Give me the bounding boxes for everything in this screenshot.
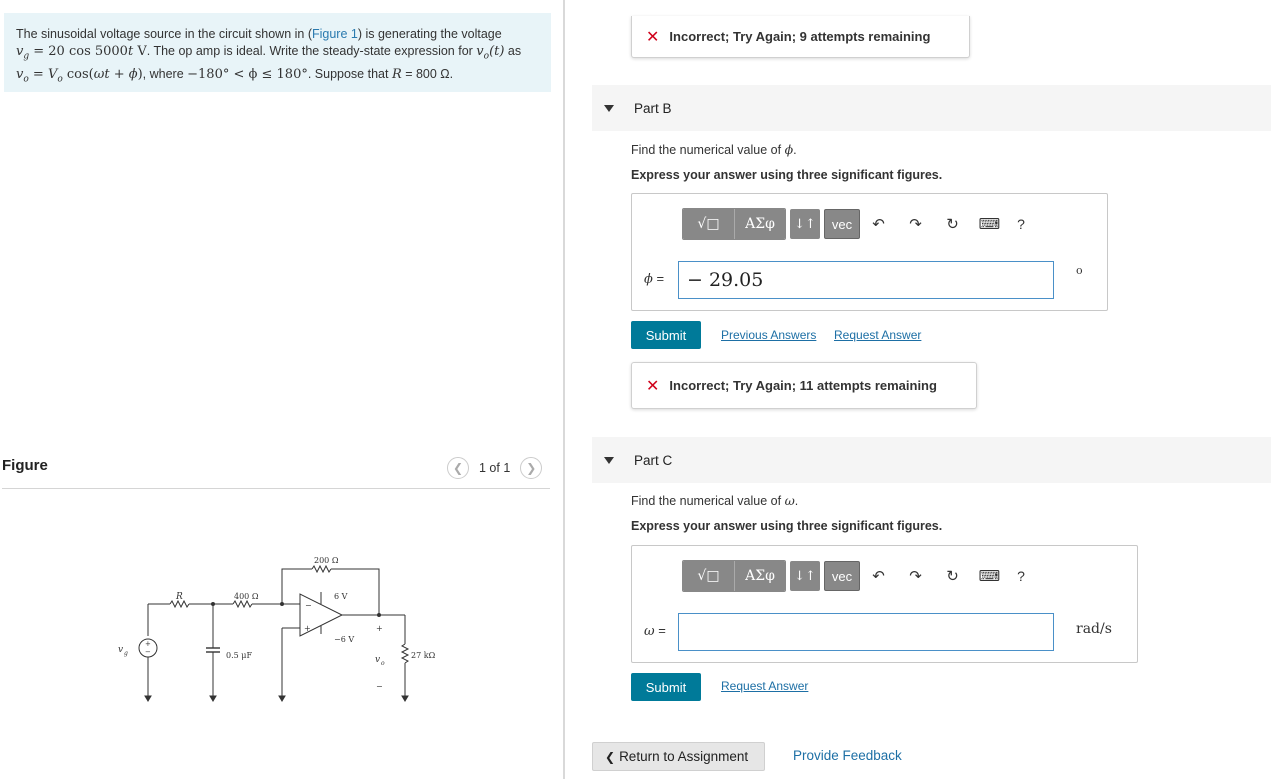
omega-label — [644, 623, 666, 639]
prompt-var: ω — [784, 493, 795, 508]
part-a-feedback — [631, 16, 970, 58]
r400-resistor — [233, 601, 252, 607]
label-r400: 400 Ω — [234, 592, 259, 601]
label-R: R — [176, 592, 183, 602]
return-label: Return to Assignment — [619, 749, 749, 764]
ground-arrow — [402, 696, 408, 701]
incorrect-icon: ✕ — [646, 28, 660, 46]
label-vg: v — [118, 645, 124, 655]
vg-unit: V — [133, 44, 147, 59]
label-src-plus: + — [145, 640, 151, 648]
collapse-triangle-icon[interactable] — [604, 457, 614, 464]
vo-symbol: v — [16, 66, 24, 82]
request-answer-link[interactable]: Request Answer — [834, 328, 922, 342]
var-symbol: ω — [644, 624, 655, 639]
part-c-instruction: Express your answer using three significant figures. — [631, 519, 943, 533]
math-toolbar — [682, 208, 1034, 240]
template-group — [682, 560, 786, 592]
label-pos6: 6 V — [334, 592, 348, 601]
prompt-text: . — [794, 494, 799, 508]
feedback-text: Incorrect; Try Again; 11 attempts remaining — [669, 378, 937, 393]
rads-unit: rad/s — [1076, 621, 1112, 637]
feedback-wire — [282, 569, 312, 571]
vg-symbol: v — [16, 44, 24, 59]
vec-button[interactable]: vec — [824, 561, 860, 591]
symbols-button[interactable]: ΑΣφ — [735, 209, 785, 239]
feedback-text: Incorrect; Try Again; 9 attempts remaining — [669, 29, 931, 44]
vec-button[interactable]: vec — [824, 209, 860, 239]
figure-divider — [2, 488, 550, 489]
part-b-feedback — [631, 362, 977, 409]
vg-rhs: = 20 cos 5000 — [29, 44, 128, 59]
part-b-answer-box — [631, 193, 1108, 311]
prompt-text: Find the numerical value of — [631, 494, 785, 508]
paren: ) — [137, 66, 143, 82]
label-cap: 0.5 μF — [226, 651, 253, 660]
part-b-header[interactable] — [592, 85, 1271, 131]
chevron-left-icon: ❮ — [605, 749, 616, 764]
undo-icon[interactable]: ↶ — [872, 216, 885, 233]
vo-sub: o — [23, 74, 29, 84]
Vo-sub: o — [57, 74, 63, 84]
equals: = — [28, 66, 48, 82]
left-pane — [0, 0, 565, 779]
label-opamp-minus: − — [305, 601, 312, 610]
keyboard-icon[interactable]: ⌨ — [978, 216, 1001, 233]
ground-arrow — [210, 696, 216, 701]
label-r200: 200 Ω — [314, 556, 339, 565]
symbols-button[interactable]: ΑΣφ — [735, 561, 785, 591]
vo-symbol: v — [476, 44, 484, 59]
ground-arrow — [279, 696, 285, 701]
R-symbol: R — [391, 66, 402, 82]
label-src-minus: − — [145, 648, 151, 656]
problem-text: . Suppose that — [307, 66, 392, 81]
label-vg-sub: g — [124, 650, 128, 657]
help-button[interactable]: ? — [1017, 216, 1025, 232]
part-b-instruction: Express your answer using three significant figures. — [631, 168, 943, 182]
redo-icon[interactable]: ↷ — [909, 216, 922, 233]
part-c-answer-box — [631, 545, 1138, 663]
R-value: = 800 Ω — [401, 66, 450, 81]
templates-button[interactable]: √□ — [683, 209, 735, 239]
vg-t: t — [127, 44, 134, 59]
help-button[interactable]: ? — [1017, 568, 1025, 584]
phi-label — [644, 271, 664, 287]
figure-count: 1 of 1 — [479, 461, 511, 475]
prompt-text: . — [793, 143, 797, 157]
label-vo-sub: o — [381, 660, 385, 667]
cos: cos( — [62, 66, 94, 82]
part-c-label: Part C — [634, 452, 673, 468]
part-b-prompt — [631, 142, 797, 157]
figure-link[interactable]: Figure 1 — [311, 27, 358, 41]
chevron-left-icon[interactable]: ❮ — [447, 457, 469, 479]
r27k-resistor — [402, 644, 408, 663]
vg-sub: g — [23, 51, 30, 62]
r200-resistor — [312, 566, 331, 572]
phi-range: −180° < ϕ ≤ 180° — [187, 66, 308, 82]
problem-text: . The op amp is ideal. Write the steady-state expression for — [146, 44, 477, 58]
template-group — [682, 208, 786, 240]
circuit-diagram — [110, 548, 440, 708]
problem-text: , where — [142, 66, 188, 81]
reset-icon[interactable]: ↻ — [946, 568, 959, 585]
part-b-submit-button[interactable]: Submit — [631, 321, 701, 349]
label-vo: v — [375, 655, 381, 665]
math-toolbar — [682, 560, 1034, 592]
arrows-button[interactable]: ↓↑ — [790, 561, 820, 591]
redo-icon[interactable]: ↷ — [909, 568, 922, 585]
reset-icon[interactable]: ↻ — [946, 216, 959, 233]
label-r27k: 27 kΩ — [411, 651, 436, 660]
ground-arrow — [145, 696, 151, 701]
provide-feedback-link[interactable]: Provide Feedback — [793, 748, 902, 763]
vo-t: (t) — [489, 44, 505, 59]
phi-input[interactable]: − 29.05 — [678, 261, 1054, 299]
part-c-header[interactable] — [592, 437, 1271, 483]
collapse-triangle-icon[interactable] — [604, 105, 614, 112]
problem-text: ) is generating the voltage — [357, 27, 502, 41]
omega-input[interactable] — [678, 613, 1054, 651]
previous-answers-link[interactable]: Previous Answers — [721, 328, 817, 342]
vo-sub: o — [483, 51, 490, 62]
prompt-var: ϕ — [784, 142, 794, 157]
label-opamp-plus: + — [304, 624, 311, 633]
part-c-prompt — [631, 493, 798, 508]
request-answer-link[interactable]: Request Answer — [721, 679, 809, 693]
wt-phi: ωt + ϕ — [93, 66, 138, 82]
templates-button[interactable]: √□ — [683, 561, 735, 591]
label-plus: + — [376, 624, 383, 633]
part-b-label: Part B — [634, 100, 672, 116]
incorrect-icon: ✕ — [646, 377, 660, 395]
problem-text: as — [504, 44, 522, 58]
degree-unit: o — [1076, 264, 1083, 277]
undo-icon[interactable]: ↶ — [872, 568, 885, 585]
part-c-submit-button[interactable]: Submit — [631, 673, 701, 701]
label-neg6: −6 V — [334, 635, 355, 644]
Vo-symbol: V — [47, 66, 58, 82]
chevron-right-icon[interactable]: ❯ — [520, 457, 542, 479]
problem-text: The sinusoidal voltage source in the circuit shown in ( — [16, 27, 312, 41]
problem-text: . — [449, 66, 454, 81]
figure-title: Figure — [2, 457, 48, 474]
problem-statement — [4, 13, 551, 92]
prompt-text: Find the numerical value of — [631, 143, 785, 157]
equals: = — [654, 623, 666, 638]
keyboard-icon[interactable]: ⌨ — [978, 568, 1001, 585]
figure-nav — [447, 457, 542, 479]
arrows-button[interactable]: ↓↑ — [790, 209, 820, 239]
return-to-assignment-button[interactable] — [592, 742, 765, 771]
var-symbol: ϕ — [644, 272, 653, 287]
label-minus: − — [376, 682, 383, 691]
equals: = — [652, 271, 665, 286]
